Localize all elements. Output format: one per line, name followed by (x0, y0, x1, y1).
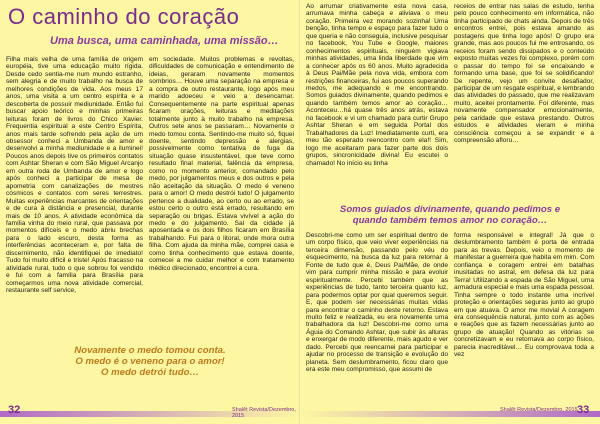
right-column-4 (454, 232, 594, 402)
left-footer-text: Shalêt Revista/Dezembro, 2015 (232, 407, 296, 419)
right-pull-quote (304, 204, 596, 226)
right-column-1-text: Ao arrumar criativamente esta nova casa, arrumava minha cabeça e aliviava o meu coração. Primeira vez morando sozinha! Uma benção, tinha tempo e espaço para fazer tudo o que queria e não conseguia, inclusive pesquisar no facebook, You Tube e Google, maiores conhecimentos espirituais, ninguém vigiava minhas atividades, uma linda liberdade que vim a conhecer após os 60 anos. Muito agradecida à Deus Pai/Mãe pela nova vida, embora com restrições financeiras, fui aos poucos superando medos, me adequando e me encontrando. Somos guiados divinamente, quando pedimos e quando também temos amor ao coração… Aconteceu…há quase três anos atrás, estava no facebook e vi um chamado para curtir Grupo Ashtar Sheran e em seguida Portal dos Trabalhadores da Luz! Imediatamente curti, era meu tão esperado reencontro com ela!! Sim, logo me aceitaram para fazer parte dos dois grupos, sincronicidade divina! Eu escutei o chamado! No início eu tinha (306, 3, 448, 167)
right-column-3 (306, 232, 448, 402)
spread-gutter (299, 0, 301, 424)
pull-quote-line-3: O medo detrói tudo… (100, 367, 200, 379)
right-column-4-text: forma responsável e integral! Já que o deslumbramento também é porta de entrada para as trevas. Depois, veio o momento de manifestar a guerreira que habita em mim. Com confiança e coragem entrei em batalhas inusitadas no astral, em defesa da luz para Terra! Utilizando a espada de São Miguel, uma armadura especial e mais uma espada pessoal. Tinha sempre o todo instante uma incrível proteção e orientações seguras junto ao grupo em que atuava. O amor me movia! A coragem era consequência natural, junto com as ações e reações que as fazem necessárias junto ao grupo de atuação! Quando as vitórias se concretizavam e eu retornava ao corpo físico, parecia inacreditável… Eu comprovava toda a vez (454, 232, 594, 359)
pull-quote-line-1: Novamente o medo tomou conta. (74, 345, 226, 356)
left-column-2-text: em sociedade. Muitos problemas e revoltas, dificuldades de comunicação e entendimento de ideias, geraram novamente momentos sombrios… Houve uma separação na empresa e a compra de outro restaurante, logo após meu marido adoeceu e veio a desencarnar. Consequentemente na parte espiritual apenas ficaram orações, leituras e meditações totalmente junto à muito trabalho na empresa. Outros sete anos se passaram… Novamente o medo tomou conta. Sentindo-me muito só, fiquei doente, sentindo depressão e alergias, possivelmente como tentativa de fuga da situação quase insustentável, que teve como resultado final material, falência da empresa, como no momento anterior, comandado pelo medo, por julgamentos meus e dos outros e pela não aceitação da situação. O medo é veneno para o amor! O medo destrói tudo! O julgamento pertence a dualidade, ao certo ou ao errado, se estou certo o outro está errado, resultando em separação ou brigas. Estava vivível a ação do medo e do julgamento. Sal da cidade já aposentada e os dois filhos ficaram em Brasília trabalhando. Fui para o litoral, onde mora outra filha. Com ajuda da minha mãe, comprei casa e como tinha conhecimento que estava doente, comecei a me cuidar melhor e com tratamento médico direcionado, encontrei a cura. (149, 56, 294, 272)
article-title: O caminho do coração (8, 4, 240, 29)
left-column-2 (149, 56, 294, 341)
article-subtitle: Uma busca, uma caminhada, uma missão… (50, 35, 279, 47)
right-column-1 (306, 3, 448, 198)
page-number-right: 33 (577, 404, 590, 416)
page-number-left: 32 (8, 404, 21, 416)
right-footer-text: Shalêt Revista/Dezembro, 2015 (500, 407, 578, 413)
right-page (300, 0, 600, 424)
left-column-1-text: Filha mais velha de uma família de origem européia, tive uma educação muito rígida. Desde cedo sentia-me num mundo estranho, sem alegria e de muito trabalho na busca de melhores condições de vida. Aos meus 17 anos, uma visita a um centro espírita e a descoberta de possuir mediunidade. Então fui buscar apoio teórico e minhas primeiras leituras foram de livros do Chico Xavier. Frequentia espiritual a este Centro Espírita, anos mais tarde sofrendo pela ação de um obsessor conheci a Umbanda de amor e desenvolvi a minha mediunidade e a iluminei! Poucos anos depois tive os primeiros contatos com Ashtar Sheran e com São Miguel Arcanjo em outra roda de Umbanda de amor e logo após conheci a participar de mesa de apometria com canalizações de mestres cósmicos e contatos com seres terrestres. Muitas experiências marcantes de orientações e de cura à distância e presencial, durante mais de 10 anos. A atividade econômica da família vinha do meio rural, que passava por momentos difíceis e o medo abriu brechas para o lado escuro, desta forma as interferências aconteceram e, por falta de discernimento, não identifiquei de imediato! Tudo foi muito difícil e triste! Após fracasso na atividade rural, tudo o que sobrou foi vendido e fui com a família para Brasília para começarmos uma nova atividade comercial, restaurante self service, (6, 56, 143, 295)
left-column-1 (6, 56, 143, 341)
right-pull-quote-line-2: quando também temos amor no coração… (352, 215, 548, 227)
right-column-3-text: Descobri-me como um ser espiritual dentro de um corpo físico, que veio viver experiências na terceira dimensão, passando pelo véu do esquecimento, na busca da luz para retornar à Fonte de tudo que é, Deus Pai/Mãe, de onde vim para cumprir minha missão e para evoluir espiritualmente. Percebi também que as experiências de tudo, tanto terceira quanto luz, para podermos optar por qual queremos seguir. E, que podem ser necessárias muitas vidas para encontrar o caminho deste retorno. Estava muito feliz e realizada, eu era novamente uma trabalhadora da luz! Descobri-me como uma Águia do Comando Ashtar, que subir às alturas e enxergar de modo diferente, mais agudo e ver dado. Percebi que reencarnei para participar e ajudar no processo de transição e evolução do planeta. Sem deslumbramento, ficou claro que era este meu compromisso, que assumi de (306, 232, 448, 374)
pull-quote-line-2: O medo é o veneno para o amor! (75, 356, 225, 368)
left-pull-quote (40, 345, 260, 379)
right-column-2 (454, 3, 594, 198)
right-column-2-text: receios de entrar nas salas de estudo, tenha pelo pouco conhecimento em informática, não tinha participado de chats ainda. Depois de três encontros entrei, pois estava amando as postagens que tinha logo após! O grupo era grande, mas aos poucos fui me entrosando, os receios foram sendo dissipados e o conteúdo exposto muitas vezes foi complexo, porém com o passar do tempo foi se encaixando e formando uma base, que foi se solidificando! De repente, vejo um convite desafiador, participar de um resgate espiritual, e lembrando das atividades do passado, que me realizavam muito, aceitei prontamente. Foi diferente, mas novamente compensador emocionalmente, pela caridade que estava prestando. Outros estudos e atividades vieram e minha consciência começou a se expandir e a compreensão afloru… (454, 3, 594, 145)
right-pull-quote-line-1: Somos guiados divinamente, quando pedimos e (339, 204, 561, 215)
